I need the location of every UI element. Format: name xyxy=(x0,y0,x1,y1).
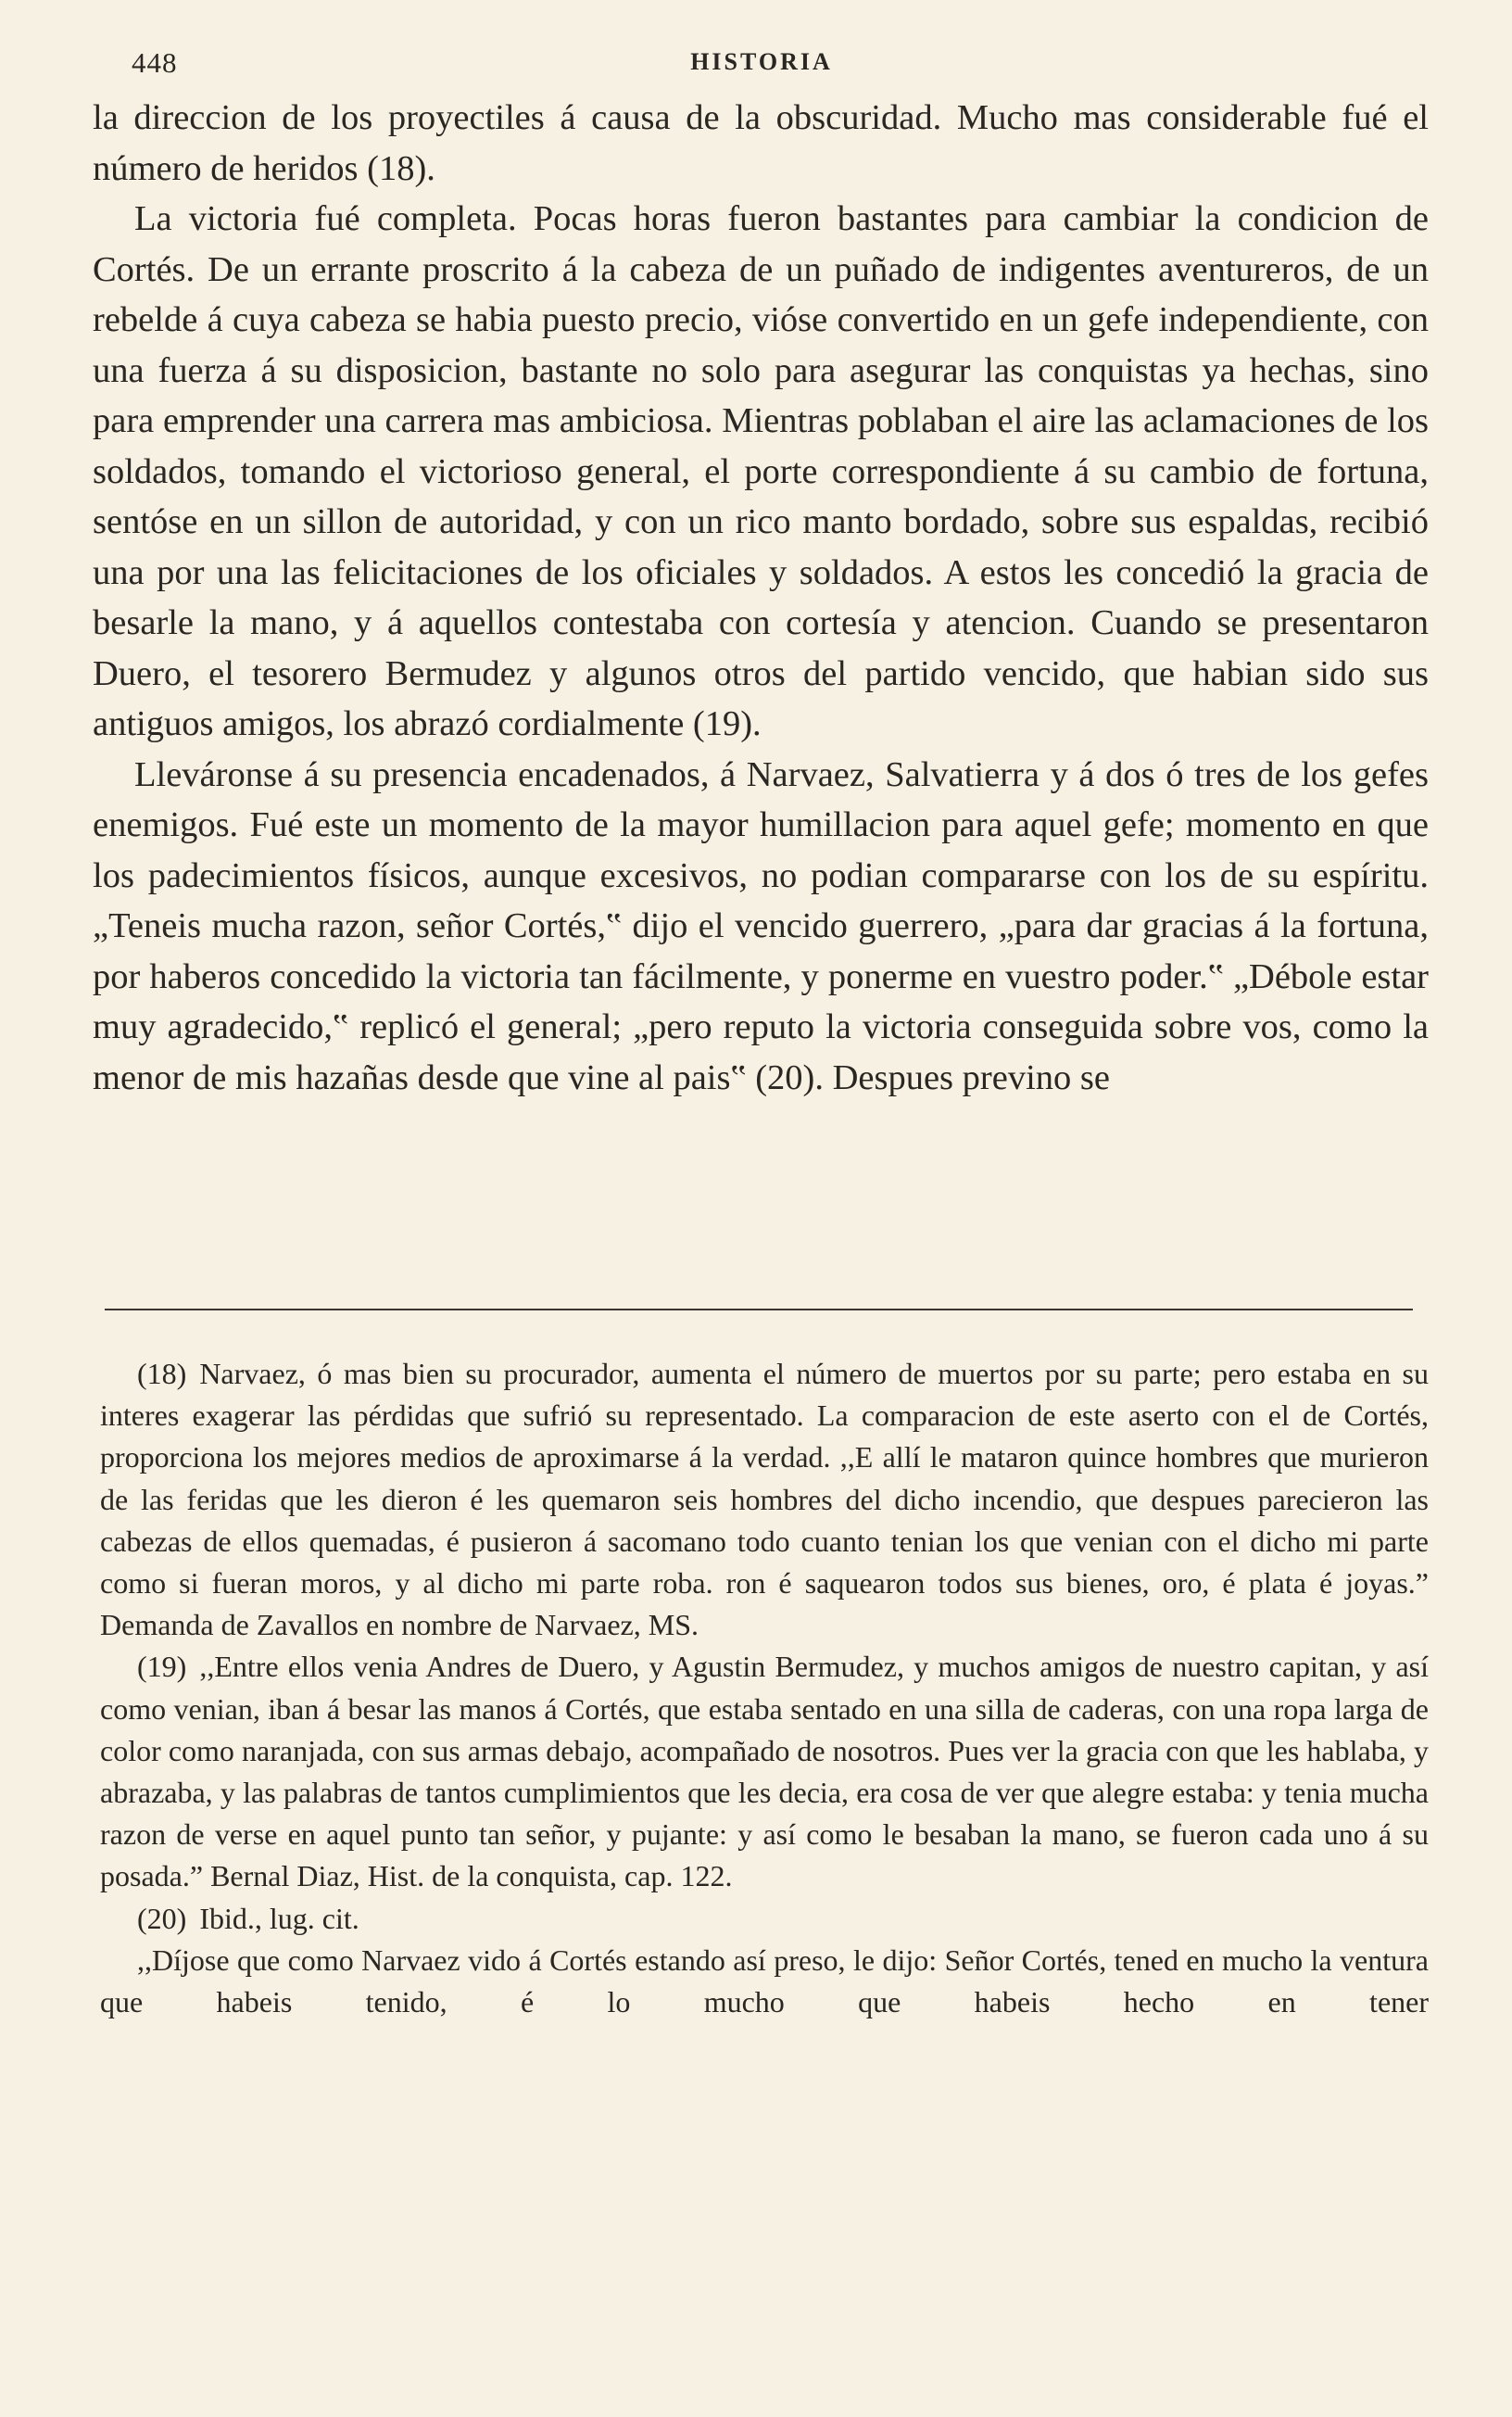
page-number: 448 xyxy=(132,46,178,79)
footnote-marker: (19) xyxy=(137,1650,187,1684)
footnote xyxy=(100,1898,1429,1940)
footnote-separator xyxy=(105,1309,1413,1310)
footnote-text: Narvaez, ó mas bien su procurador, aumenta el número de muertos por su parte; pero estaba en su interes exagerar las pérdidas que sufrió su representado. La comparacion de este aserto con el de Cortés, proporciona los mejores medios de aproximarse á la verdad. ,,E allí le mataron quince hombres que murieron de las feridas que les dieron é les quemaron seis hombres del dicho incendio, que despues parecieron las cabezas de ellos quemadas, é pusieron á sacomano todo cuanto tenian los que venian con el dicho mi parte como si fueran moros, y al dicho mi parte roba. ron é saquearon todos sus bienes, oro, é plata é joyas.” Demanda de Zavallos en nombre de Narvaez, MS. xyxy=(100,1357,1429,1642)
page-header xyxy=(98,46,1425,83)
footnote-text: ,,Díjose que como Narvaez vido á Cortés estando así preso, le dijo: Señor Cortés, tened en mucho la ventura que habeis tenido, é lo mucho que habeis hecho en tener xyxy=(100,1942,1429,2019)
footnotes xyxy=(100,1353,1429,2023)
main-text xyxy=(93,93,1429,1103)
footnote-text: Ibid., lug. cit. xyxy=(199,1901,359,1935)
footnote-marker: (20) xyxy=(137,1901,187,1935)
footnote xyxy=(100,1353,1429,1646)
footnote-marker: (18) xyxy=(137,1357,187,1390)
footnote xyxy=(100,1646,1429,1897)
body-paragraph: la direccion de los proyectiles á causa de la obscuridad. Mucho mas considerable fué el número de heridos (18). xyxy=(93,98,1429,188)
body-paragraph: La victoria fué completa. Pocas horas fueron bastantes para cambiar la condicion de Cortés. De un errante proscrito á la cabeza de un puñado de indigentes aventureros, de un rebelde á cuya cabeza se habia puesto precio, vióse convertido en un gefe independiente, con una fuerza á su disposicion, bastante no solo para asegurar las conquistas ya hechas, sino para emprender una carrera mas ambiciosa. Mientras poblaban el aire las aclamaciones de los soldados, tomando el victorioso general, el porte correspondiente á su cambio de fortuna, sentóse en un sillon de autoridad, y con un rico manto bordado, sobre sus espaldas, recibió una por una las felicitaciones de los oficiales y soldados. A estos les concedió la gracia de besarle la mano, y á aquellos contestaba con cortesía y atencion. Cuando se presentaron Duero, el tesorero Bermudez y algunos otros del partido vencido, que habian sido sus antiguos amigos, los abrazó cordialmente (19). xyxy=(93,199,1429,743)
footnote-text: ,,Entre ellos venia Andres de Duero, y Agustin Bermudez, y muchos amigos de nuestro capitan, y así como venian, iban á besar las manos á Cortés, que estaba sentado en una silla de caderas, con una ropa larga de color como naranjada, con sus armas debajo, acompañado de nosotros. Pues ver la gracia con que les hablaba, y abrazaba, y las palabras de tantos cumplimientos que les decia, era cosa de ver que alegre estaba: y tenia mucha razon de verse en aquel punto tan señor, y pujante: y así como le besaban la mano, se fueron cada uno á su posada.” Bernal Diaz, Hist. de la conquista, cap. 122. xyxy=(100,1650,1429,1893)
body-paragraph: Lleváronse á su presencia encadenados, á Narvaez, Salvatierra y á dos ó tres de los gefes enemigos. Fué este un momento de la mayor humillacion para aquel gefe; momento en que los padecimientos físicos, aunque excesivos, no podian compararse con los de su espíritu. „Teneis mucha razon, señor Cortés,‟ dijo el vencido guerrero, „para dar gracias á la fortuna, por haberos concedido la victoria tan fácilmente, y ponerme en vuestro poder.‟ „Débole estar muy agradecido,‟ replicó el general; „pero reputo la victoria conseguida sobre vos, como la menor de mis hazañas desde que vine al pais‟ (20). Despues previno se xyxy=(93,754,1429,1097)
footnote xyxy=(100,1940,1429,2023)
running-title: HISTORIA xyxy=(690,48,833,75)
